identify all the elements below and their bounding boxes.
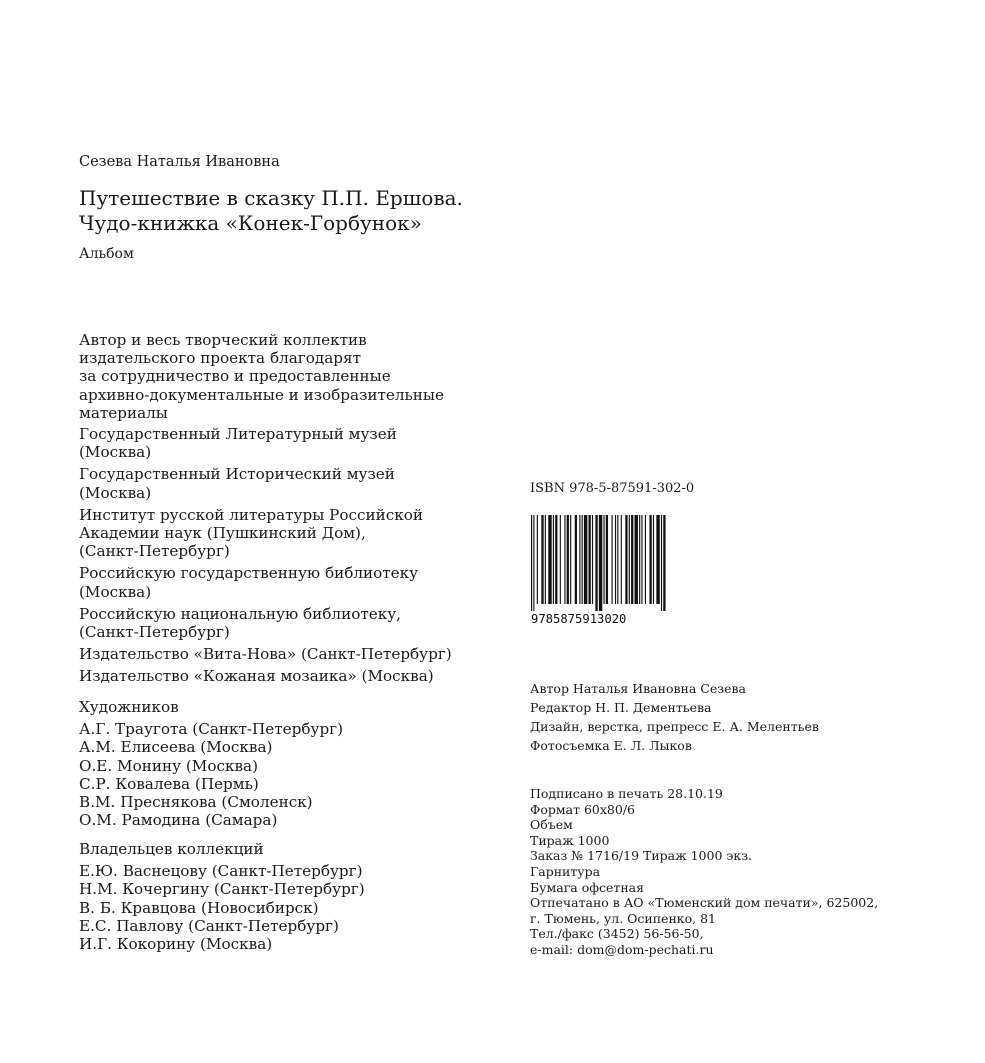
barcode-bar — [661, 515, 662, 611]
institution-line: (Москва) — [79, 443, 152, 462]
credit-line: Автор Наталья Ивановна Сезева — [530, 681, 746, 696]
artist-item: В.М. Преснякова (Смоленск) — [79, 793, 313, 812]
institution-line: (Москва) — [79, 582, 152, 601]
barcode-bar — [617, 515, 618, 604]
institution-entry — [79, 605, 452, 641]
credit-line: Редактор Н. П. Дементьева — [530, 700, 712, 715]
imprint-line: Подписано в печать 28.10.19 — [530, 786, 723, 801]
barcode-bar — [635, 515, 638, 604]
institution-entry — [79, 667, 452, 685]
imprint-line: г. Тюмень, ул. Осипенко, 81 — [530, 910, 716, 926]
owner-item: И.Г. Кокорину (Москва) — [79, 935, 273, 954]
barcode-bar — [548, 515, 551, 604]
isbn: ISBN 978-5-87591-302-0 — [530, 481, 695, 496]
acknowledgement-line: за сотрудничество и предоставленные — [79, 367, 391, 386]
barcode-bar — [533, 515, 534, 611]
artist-item: А.Г. Траугота (Санкт-Петербург) — [79, 720, 344, 739]
author-name: Сезева Наталья Ивановна — [79, 154, 280, 170]
imprint-line: Отпечатано в АО «Тюменский дом печати», 625002, — [530, 895, 879, 911]
institutions-list — [79, 425, 452, 690]
barcode-bar — [584, 515, 587, 604]
barcode-bar — [592, 515, 593, 604]
imprint-line: Тираж 1000 — [530, 832, 610, 848]
institution-line: (Санкт-Петербург) — [79, 623, 230, 642]
barcode-bar — [553, 515, 554, 604]
artist-item: А.М. Елисеева (Москва) — [79, 738, 273, 757]
institution-entry — [79, 564, 452, 600]
institution-line: Российскую национальную библиотеку, — [79, 604, 401, 623]
acknowledgement-line: архивно-документальные и изобразительные — [79, 385, 444, 404]
barcode-bar — [631, 515, 633, 604]
institution-entry — [79, 645, 452, 663]
barcode-bar — [606, 515, 608, 604]
barcode-bar — [599, 515, 602, 611]
artist-item: С.Р. Ковалева (Пермь) — [79, 774, 259, 793]
artist-item: О.М. Рамодина (Самара) — [79, 811, 278, 830]
acknowledgement-line: издательского проекта благодарят — [79, 349, 361, 368]
imprint-line: Бумага офсетная — [530, 879, 644, 895]
barcode-bar — [625, 515, 627, 604]
barcode-bar — [575, 515, 577, 604]
credits-list — [530, 679, 819, 755]
barcode-bar — [564, 515, 565, 604]
credit-line: Дизайн, верстка, препресс Е. А. Мелентьев — [530, 719, 819, 734]
barcode-bar — [645, 515, 646, 604]
imprint-line: Формат 60х80/6 — [530, 801, 635, 817]
artist-item: О.Е. Монину (Москва) — [79, 756, 258, 775]
institution-line: Российскую государственную библиотеку — [79, 564, 419, 583]
owner-item: В. Б. Кравцова (Новосибирск) — [79, 898, 319, 917]
institution-line: Государственный Литературный музей — [79, 425, 397, 443]
barcode-bar — [582, 515, 583, 604]
barcode-digits: 9785875913020 — [531, 612, 627, 626]
owner-item: Е.Ю. Васнецову (Санкт-Петербург) — [79, 862, 363, 881]
institution-line: Академии наук (Пушкинский Дом), — [79, 524, 366, 543]
institution-line: Институт русской литературы Российской — [79, 505, 424, 524]
owners-section — [79, 840, 365, 953]
barcode-bar — [653, 515, 654, 604]
imprint-line: Заказ № 1716/19 Тираж 1000 экз. — [530, 848, 752, 864]
institution-entry — [79, 506, 452, 561]
book-title-line: Путешествие в сказку П.П. Ершова. — [79, 186, 463, 210]
institution-line: (Санкт-Петербург) — [79, 542, 230, 561]
isbn-barcode — [531, 515, 667, 627]
imprint-line: Тел./факс (3452) 56-56-50, — [530, 926, 704, 942]
institution-line: (Москва) — [79, 483, 152, 502]
artists-list — [79, 720, 343, 829]
owners-heading: Владельцев коллекций — [79, 840, 264, 858]
barcode-bar — [570, 515, 571, 604]
institution-line: Издательство «Кожаная мозаика» (Москва) — [79, 667, 434, 686]
barcode-bar — [555, 515, 557, 604]
barcode-bar — [541, 515, 543, 604]
owners-list — [79, 862, 365, 953]
book-kind: Альбом — [79, 246, 134, 262]
imprint-details — [530, 786, 878, 958]
barcode-bar — [545, 515, 546, 604]
credit-line: Фотосъемка Е. Л. Лыков — [530, 738, 692, 753]
barcode-bar — [560, 515, 561, 604]
barcode-bar — [537, 515, 538, 604]
barcode-bar — [579, 515, 580, 604]
imprint-line: e-mail: dom@dom-pechati.ru — [530, 941, 714, 957]
acknowledgement-line: Автор и весь творческий коллектив — [79, 331, 367, 349]
barcode-bar — [567, 515, 569, 604]
barcode-bar — [589, 515, 591, 604]
barcode-bar — [649, 515, 651, 604]
barcode-bar — [595, 515, 597, 611]
barcode-bar — [639, 515, 640, 604]
institution-entry — [79, 425, 452, 461]
owner-item: Н.М. Кочергину (Санкт-Петербург) — [79, 880, 365, 899]
owner-item: Е.С. Павлову (Санкт-Петербург) — [79, 916, 339, 935]
barcode-bar — [629, 515, 630, 604]
barcode-bar — [531, 515, 532, 611]
artists-section — [79, 698, 343, 829]
imprint-line: Гарнитура — [530, 863, 601, 879]
barcode-bar — [656, 515, 659, 604]
institution-entry — [79, 465, 452, 501]
barcode-bars — [531, 515, 666, 611]
barcode-bar — [612, 515, 613, 604]
barcode-bar — [663, 515, 665, 611]
institution-line: Издательство «Вита-Нова» (Санкт-Петербург) — [79, 645, 452, 664]
barcode-bar — [621, 515, 622, 604]
book-title-line: Чудо-книжка «Конек-Горбунок» — [79, 211, 422, 235]
institution-line: Государственный Исторический музей — [79, 465, 395, 484]
barcode-bar — [641, 515, 642, 604]
barcode-bar — [603, 515, 604, 604]
book-title — [79, 186, 463, 236]
imprint-line: Объем — [530, 817, 573, 833]
acknowledgement-text — [79, 331, 444, 422]
artists-heading: Художников — [79, 698, 179, 716]
acknowledgement-line: материалы — [79, 403, 168, 422]
barcode-bar — [615, 515, 616, 604]
